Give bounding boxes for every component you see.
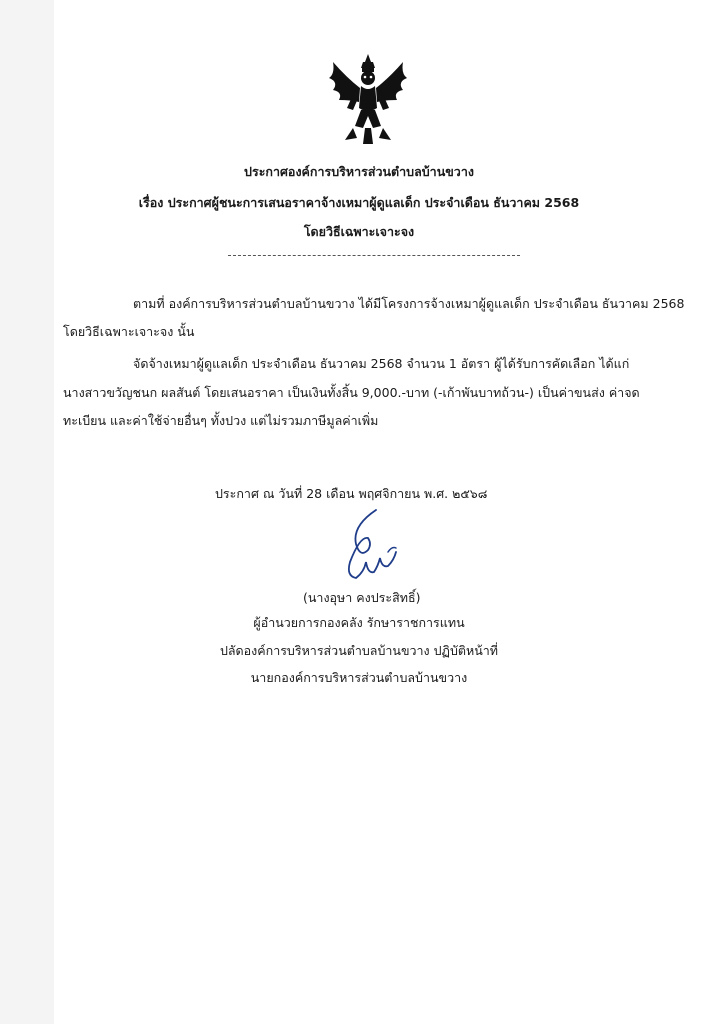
procurement-method: โดยวิธีเฉพาะเจาะจง (303, 224, 415, 239)
paragraph-1-line-1: ตามที่ องค์การบริหารส่วนตำบลบ้านขวาง ได้มีโครงการจ้างเหมาผู้ดูแลเด็ก ประจำเดือน ธันวาคม 2568 (133, 296, 685, 311)
paragraph-1-line-2: โดยวิธีเฉพาะเจาะจง นั้น (63, 324, 195, 339)
announcement-date: ประกาศ ณ วันที่ 28 เดือน พฤศจิกายน พ.ศ. ๒๕๖๘ (215, 486, 488, 501)
document-subject: เรื่อง ประกาศผู้ชนะการเสนอราคาจ้างเหมาผู้ดูแลเด็ก ประจำเดือน ธันวาคม 2568 (138, 195, 580, 210)
signature-icon (338, 506, 402, 586)
garuda-emblem-icon (325, 52, 411, 146)
signatory-name: (นางอุษา คงประสิทธิ์) (303, 590, 421, 605)
paragraph-2-line-3: ทะเบียน และค่าใช้จ่ายอื่นๆ ทั้งปวง แต่ไม่รวมภาษีมูลค่าเพิ่ม (63, 413, 379, 428)
paragraph-2-line-2: นางสาวขวัญชนก ผลสันต์ โดยเสนอราคา เป็นเงินทั้งสิ้น 9,000.-บาท (-เก้าพันบาทถ้วน-) เป็นค่าขนส่ง ค่าจด (63, 385, 640, 400)
title-divider (228, 255, 520, 256)
signatory-position-2: ปลัดองค์การบริหารส่วนตำบลบ้านขวาง ปฏิบัติหน้าที่ (219, 643, 499, 658)
signatory-position-1: ผู้อำนวยการกองคลัง รักษาราชการแทน (253, 615, 465, 630)
document-title: ประกาศองค์การบริหารส่วนตำบลบ้านขวาง (244, 164, 474, 179)
paragraph-2-line-1: จัดจ้างเหมาผู้ดูแลเด็ก ประจำเดือน ธันวาคม 2568 จำนวน 1 อัตรา ผู้ได้รับการคัดเลือก ได้แก่ (133, 356, 630, 371)
signatory-position-3: นายกองค์การบริหารส่วนตำบลบ้านขวาง (250, 670, 468, 685)
scan-edge (0, 0, 54, 1024)
